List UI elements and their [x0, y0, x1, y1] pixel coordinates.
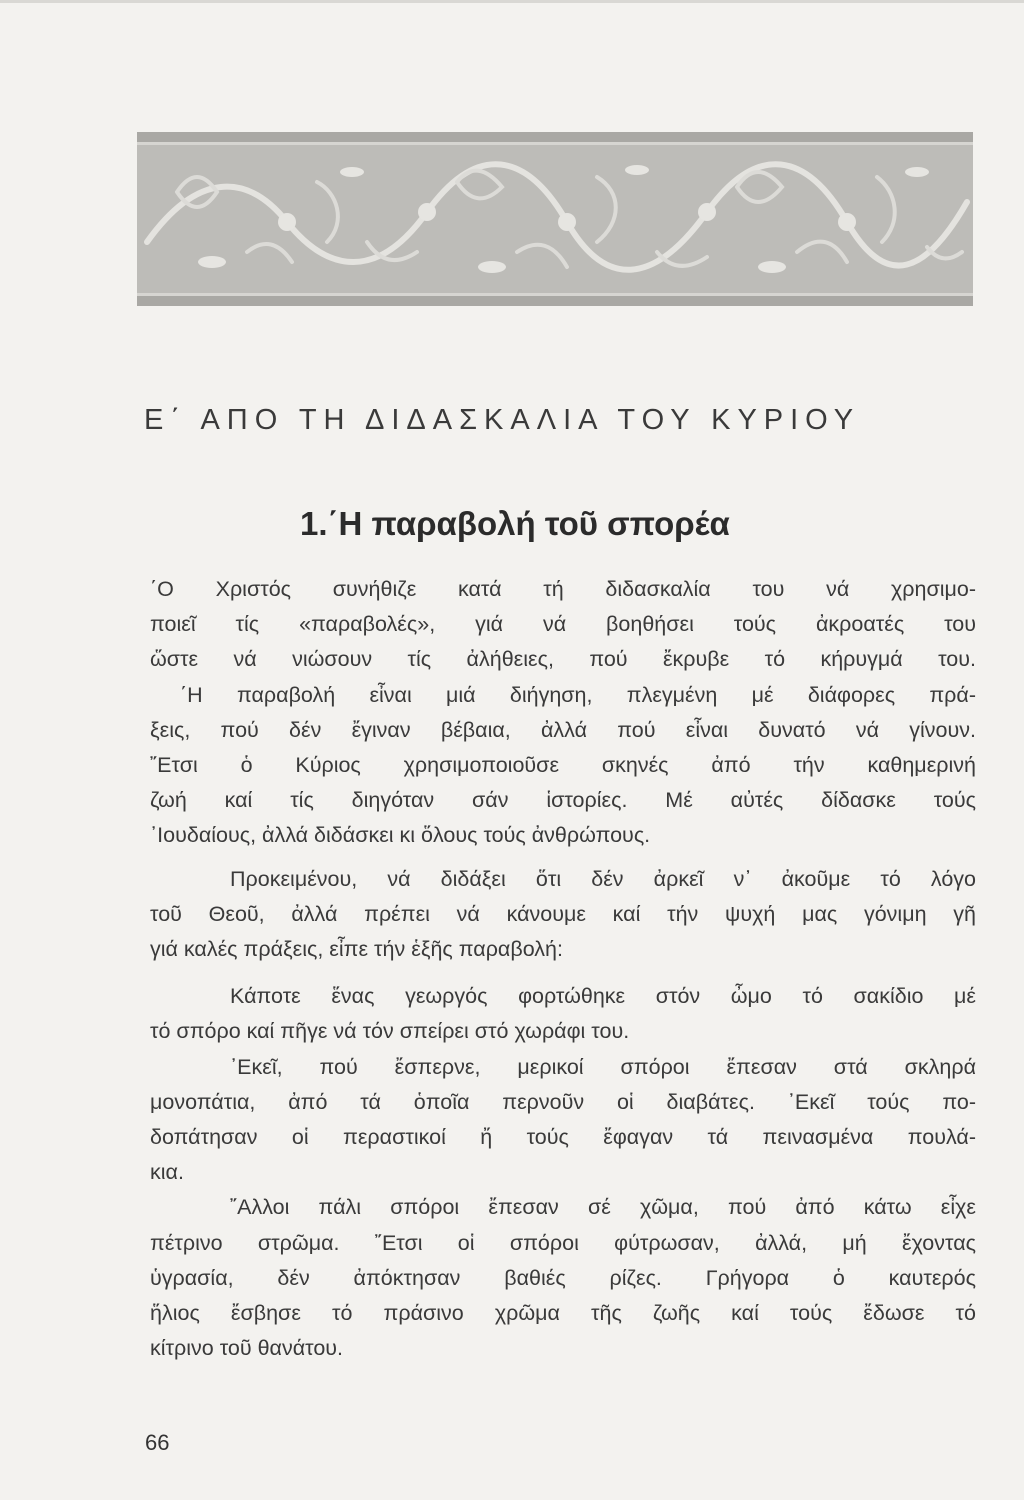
text-line: δοπάτησαν οἱ περαστικοί ἤ τούς ἔφαγαν τά πεινασμένα πουλά- — [150, 1125, 976, 1150]
text-line: ᾿Εκεῖ, πού ἔσπερνε, μερικοί σπόροι ἔπεσαν στά σκληρά — [230, 1054, 976, 1079]
text-line: ΄Ο Χριστός συνήθιζε κατά τή διδασκαλία του νά χρησιμο- — [150, 577, 976, 601]
text-line: ζωή καί τίς διηγόταν σάν ἱστορίες. Μέ αὐτές δίδασκε τούς — [150, 788, 976, 813]
text-line: κια. — [150, 1160, 184, 1185]
paragraph-purpose — [150, 862, 976, 968]
text-line: ᾿Ιουδαίους, ἀλλά διδάσκει κι ὅλους τούς ἀνθρώπους. — [150, 823, 651, 848]
text-line: ὑγρασία, δέν ἀπόκτησαν βαθιές ρίζες. Γρήγορα ὁ καυτερός — [150, 1265, 976, 1290]
article-title: 1.΄Η παραβολή τοῦ σπορέα — [300, 505, 730, 542]
text-line: κίτρινο τοῦ θανάτου. — [150, 1336, 344, 1361]
paragraph-farmer — [150, 979, 976, 1049]
paragraph-intro — [150, 572, 976, 854]
text-line: γιά καλές πράξεις, εἶπε τήν ἑξῆς παραβολή: — [150, 937, 563, 962]
floral-ornament-icon — [137, 132, 973, 306]
text-line: ποιεῖ τίς «παραβολές», γιά νά βοηθήσει τούς ἀκροατές του — [150, 612, 976, 637]
paragraph-rocky — [150, 1190, 976, 1366]
text-line: τό σπόρο καί πῆγε νά τόν σπείρει στό χωράφι του. — [150, 1019, 630, 1044]
text-line: μονοπάτια, ἀπό τά ὁποῖα περνοῦν οἱ διαβάτες. ᾿Εκεῖ τούς πο- — [150, 1089, 976, 1114]
section-heading: Ε΄ ΑΠΟ ΤΗ ΔΙΔΑΣΚΑΛΙΑ ΤΟΥ ΚΥΡΙΟΥ — [144, 404, 861, 436]
body-text — [150, 572, 976, 1366]
page-edge-line — [0, 0, 1024, 3]
text-line: ῎Ετσι ὁ Κύριος χρησιμοποιοῦσε σκηνές ἀπό τήν καθημερινή — [150, 753, 976, 778]
text-line: ἥλιος ἔσβησε τό πράσινο χρῶμα τῆς ζωῆς καί τούς ἔδωσε τό — [150, 1301, 976, 1326]
text-line: ξεις, πού δέν ἔγιναν βέβαια, ἀλλά πού εἶναι δυνατό νά γίνουν. — [150, 717, 976, 742]
text-line: Κάποτε ἕνας γεωργός φορτώθηκε στόν ὦμο τό σακίδιο μέ — [230, 984, 976, 1009]
text-line: τοῦ Θεοῦ, ἀλλά πρέπει νά κάνουμε καί τήν ψυχή μας γόνιμη γῆ — [150, 901, 976, 926]
text-line: ῎Αλλοι πάλι σπόροι ἔπεσαν σέ χῶμα, πού ἀπό κάτω εἶχε — [230, 1195, 976, 1220]
page-number: 66 — [145, 1430, 170, 1455]
paragraph-path — [150, 1050, 976, 1191]
text-line: πέτρινο στρῶμα. ῎Ετσι οἱ σπόροι φύτρωσαν, ἀλλά, μή ἔχοντας — [150, 1230, 976, 1255]
text-line: ὥστε νά νιώσουν τίς ἀλήθειες, πού ἔκρυβε τό κήρυγμά του. — [150, 647, 976, 672]
text-line: Προκειμένου, νά διδάξει ὅτι δέν ἀρκεῖ ν᾿ ἀκοῦμε τό λόγο — [230, 866, 976, 891]
text-line: ΄Η παραβολή εἶναι μιά διήγηση, πλεγμένη μέ διάφορες πρά- — [180, 682, 976, 707]
decorative-ornament-band — [137, 132, 973, 306]
